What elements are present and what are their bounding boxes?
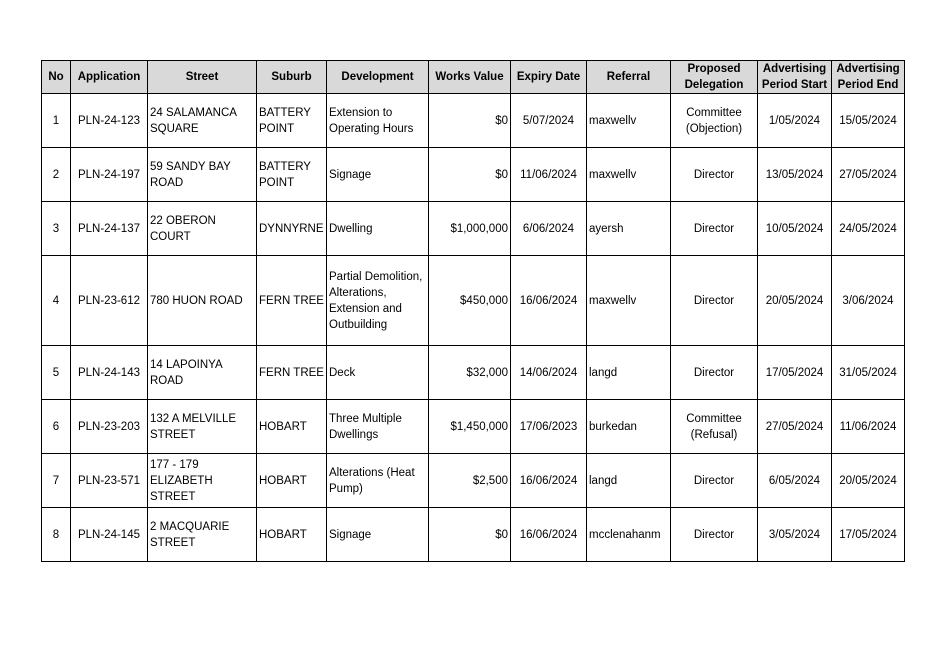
cell-advertising-end: 31/05/2024 [832, 346, 905, 400]
header-street: Street [148, 61, 257, 94]
cell-suburb: BATTERY POINT [257, 148, 327, 202]
cell-expiry-date: 14/06/2024 [511, 346, 587, 400]
table-row [42, 400, 905, 454]
cell-expiry-date: 6/06/2024 [511, 202, 587, 256]
cell-development: Extension to Operating Hours [327, 94, 429, 148]
cell-works-value: $0 [429, 508, 511, 562]
header-advertising-start: Advertising Period Start [758, 61, 832, 94]
cell-development: Three Multiple Dwellings [327, 400, 429, 454]
cell-advertising-start: 27/05/2024 [758, 400, 832, 454]
cell-delegation: Director [671, 454, 758, 508]
cell-advertising-end: 3/06/2024 [832, 256, 905, 346]
cell-referral: langd [587, 346, 671, 400]
cell-street: 177 - 179 ELIZABETH STREET [148, 454, 257, 508]
header-referral: Referral [587, 61, 671, 94]
cell-delegation: Director [671, 148, 758, 202]
cell-suburb: FERN TREE [257, 346, 327, 400]
cell-advertising-start: 1/05/2024 [758, 94, 832, 148]
cell-referral: ayersh [587, 202, 671, 256]
cell-works-value: $450,000 [429, 256, 511, 346]
header-proposed-delegation: Proposed Delegation [671, 61, 758, 94]
header-advertising-end: Advertising Period End [832, 61, 905, 94]
cell-advertising-start: 17/05/2024 [758, 346, 832, 400]
cell-application: PLN-23-203 [71, 400, 148, 454]
cell-street: 14 LAPOINYA ROAD [148, 346, 257, 400]
table-row [42, 148, 905, 202]
cell-street: 780 HUON ROAD [148, 256, 257, 346]
cell-expiry-date: 16/06/2024 [511, 454, 587, 508]
header-row [42, 61, 905, 94]
cell-application: PLN-23-571 [71, 454, 148, 508]
cell-delegation: Committee (Refusal) [671, 400, 758, 454]
cell-suburb: DYNNYRNE [257, 202, 327, 256]
table-row [42, 94, 905, 148]
cell-street: 59 SANDY BAY ROAD [148, 148, 257, 202]
cell-delegation: Committee (Objection) [671, 94, 758, 148]
cell-referral: mcclenahanm [587, 508, 671, 562]
cell-advertising-start: 10/05/2024 [758, 202, 832, 256]
cell-advertising-end: 15/05/2024 [832, 94, 905, 148]
cell-advertising-end: 11/06/2024 [832, 400, 905, 454]
cell-no: 2 [42, 148, 71, 202]
header-suburb: Suburb [257, 61, 327, 94]
cell-delegation: Director [671, 256, 758, 346]
header-development: Development [327, 61, 429, 94]
cell-expiry-date: 5/07/2024 [511, 94, 587, 148]
cell-expiry-date: 17/06/2023 [511, 400, 587, 454]
table-row [42, 508, 905, 562]
cell-works-value: $2,500 [429, 454, 511, 508]
cell-advertising-start: 3/05/2024 [758, 508, 832, 562]
cell-development: Deck [327, 346, 429, 400]
cell-works-value: $0 [429, 148, 511, 202]
cell-development: Partial Demolition, Alterations, Extension and Outbuilding [327, 256, 429, 346]
applications-table [41, 60, 905, 562]
cell-no: 5 [42, 346, 71, 400]
cell-suburb: FERN TREE [257, 256, 327, 346]
cell-application: PLN-24-123 [71, 94, 148, 148]
cell-street: 22 OBERON COURT [148, 202, 257, 256]
table-row [42, 454, 905, 508]
cell-advertising-start: 13/05/2024 [758, 148, 832, 202]
cell-development: Signage [327, 148, 429, 202]
table-row [42, 202, 905, 256]
cell-application: PLN-23-612 [71, 256, 148, 346]
cell-advertising-start: 20/05/2024 [758, 256, 832, 346]
cell-no: 8 [42, 508, 71, 562]
cell-suburb: HOBART [257, 508, 327, 562]
cell-referral: maxwellv [587, 148, 671, 202]
cell-development: Dwelling [327, 202, 429, 256]
cell-street: 2 MACQUARIE STREET [148, 508, 257, 562]
cell-advertising-start: 6/05/2024 [758, 454, 832, 508]
cell-works-value: $0 [429, 94, 511, 148]
cell-no: 1 [42, 94, 71, 148]
cell-no: 4 [42, 256, 71, 346]
header-works-value: Works Value [429, 61, 511, 94]
cell-expiry-date: 16/06/2024 [511, 508, 587, 562]
cell-development: Signage [327, 508, 429, 562]
cell-delegation: Director [671, 202, 758, 256]
cell-delegation: Director [671, 346, 758, 400]
header-no: No [42, 61, 71, 94]
cell-suburb: HOBART [257, 400, 327, 454]
cell-expiry-date: 16/06/2024 [511, 256, 587, 346]
cell-works-value: $32,000 [429, 346, 511, 400]
cell-expiry-date: 11/06/2024 [511, 148, 587, 202]
cell-application: PLN-24-143 [71, 346, 148, 400]
header-application: Application [71, 61, 148, 94]
cell-works-value: $1,450,000 [429, 400, 511, 454]
cell-referral: langd [587, 454, 671, 508]
table-row [42, 256, 905, 346]
cell-delegation: Director [671, 508, 758, 562]
cell-development: Alterations (Heat Pump) [327, 454, 429, 508]
cell-suburb: HOBART [257, 454, 327, 508]
cell-no: 6 [42, 400, 71, 454]
header-expiry-date: Expiry Date [511, 61, 587, 94]
cell-application: PLN-24-137 [71, 202, 148, 256]
cell-works-value: $1,000,000 [429, 202, 511, 256]
cell-referral: maxwellv [587, 256, 671, 346]
cell-street: 132 A MELVILLE STREET [148, 400, 257, 454]
cell-advertising-end: 20/05/2024 [832, 454, 905, 508]
cell-advertising-end: 24/05/2024 [832, 202, 905, 256]
cell-advertising-end: 17/05/2024 [832, 508, 905, 562]
cell-referral: maxwellv [587, 94, 671, 148]
cell-no: 7 [42, 454, 71, 508]
cell-no: 3 [42, 202, 71, 256]
cell-street: 24 SALAMANCA SQUARE [148, 94, 257, 148]
cell-application: PLN-24-197 [71, 148, 148, 202]
table-row [42, 346, 905, 400]
cell-application: PLN-24-145 [71, 508, 148, 562]
cell-advertising-end: 27/05/2024 [832, 148, 905, 202]
cell-suburb: BATTERY POINT [257, 94, 327, 148]
cell-referral: burkedan [587, 400, 671, 454]
